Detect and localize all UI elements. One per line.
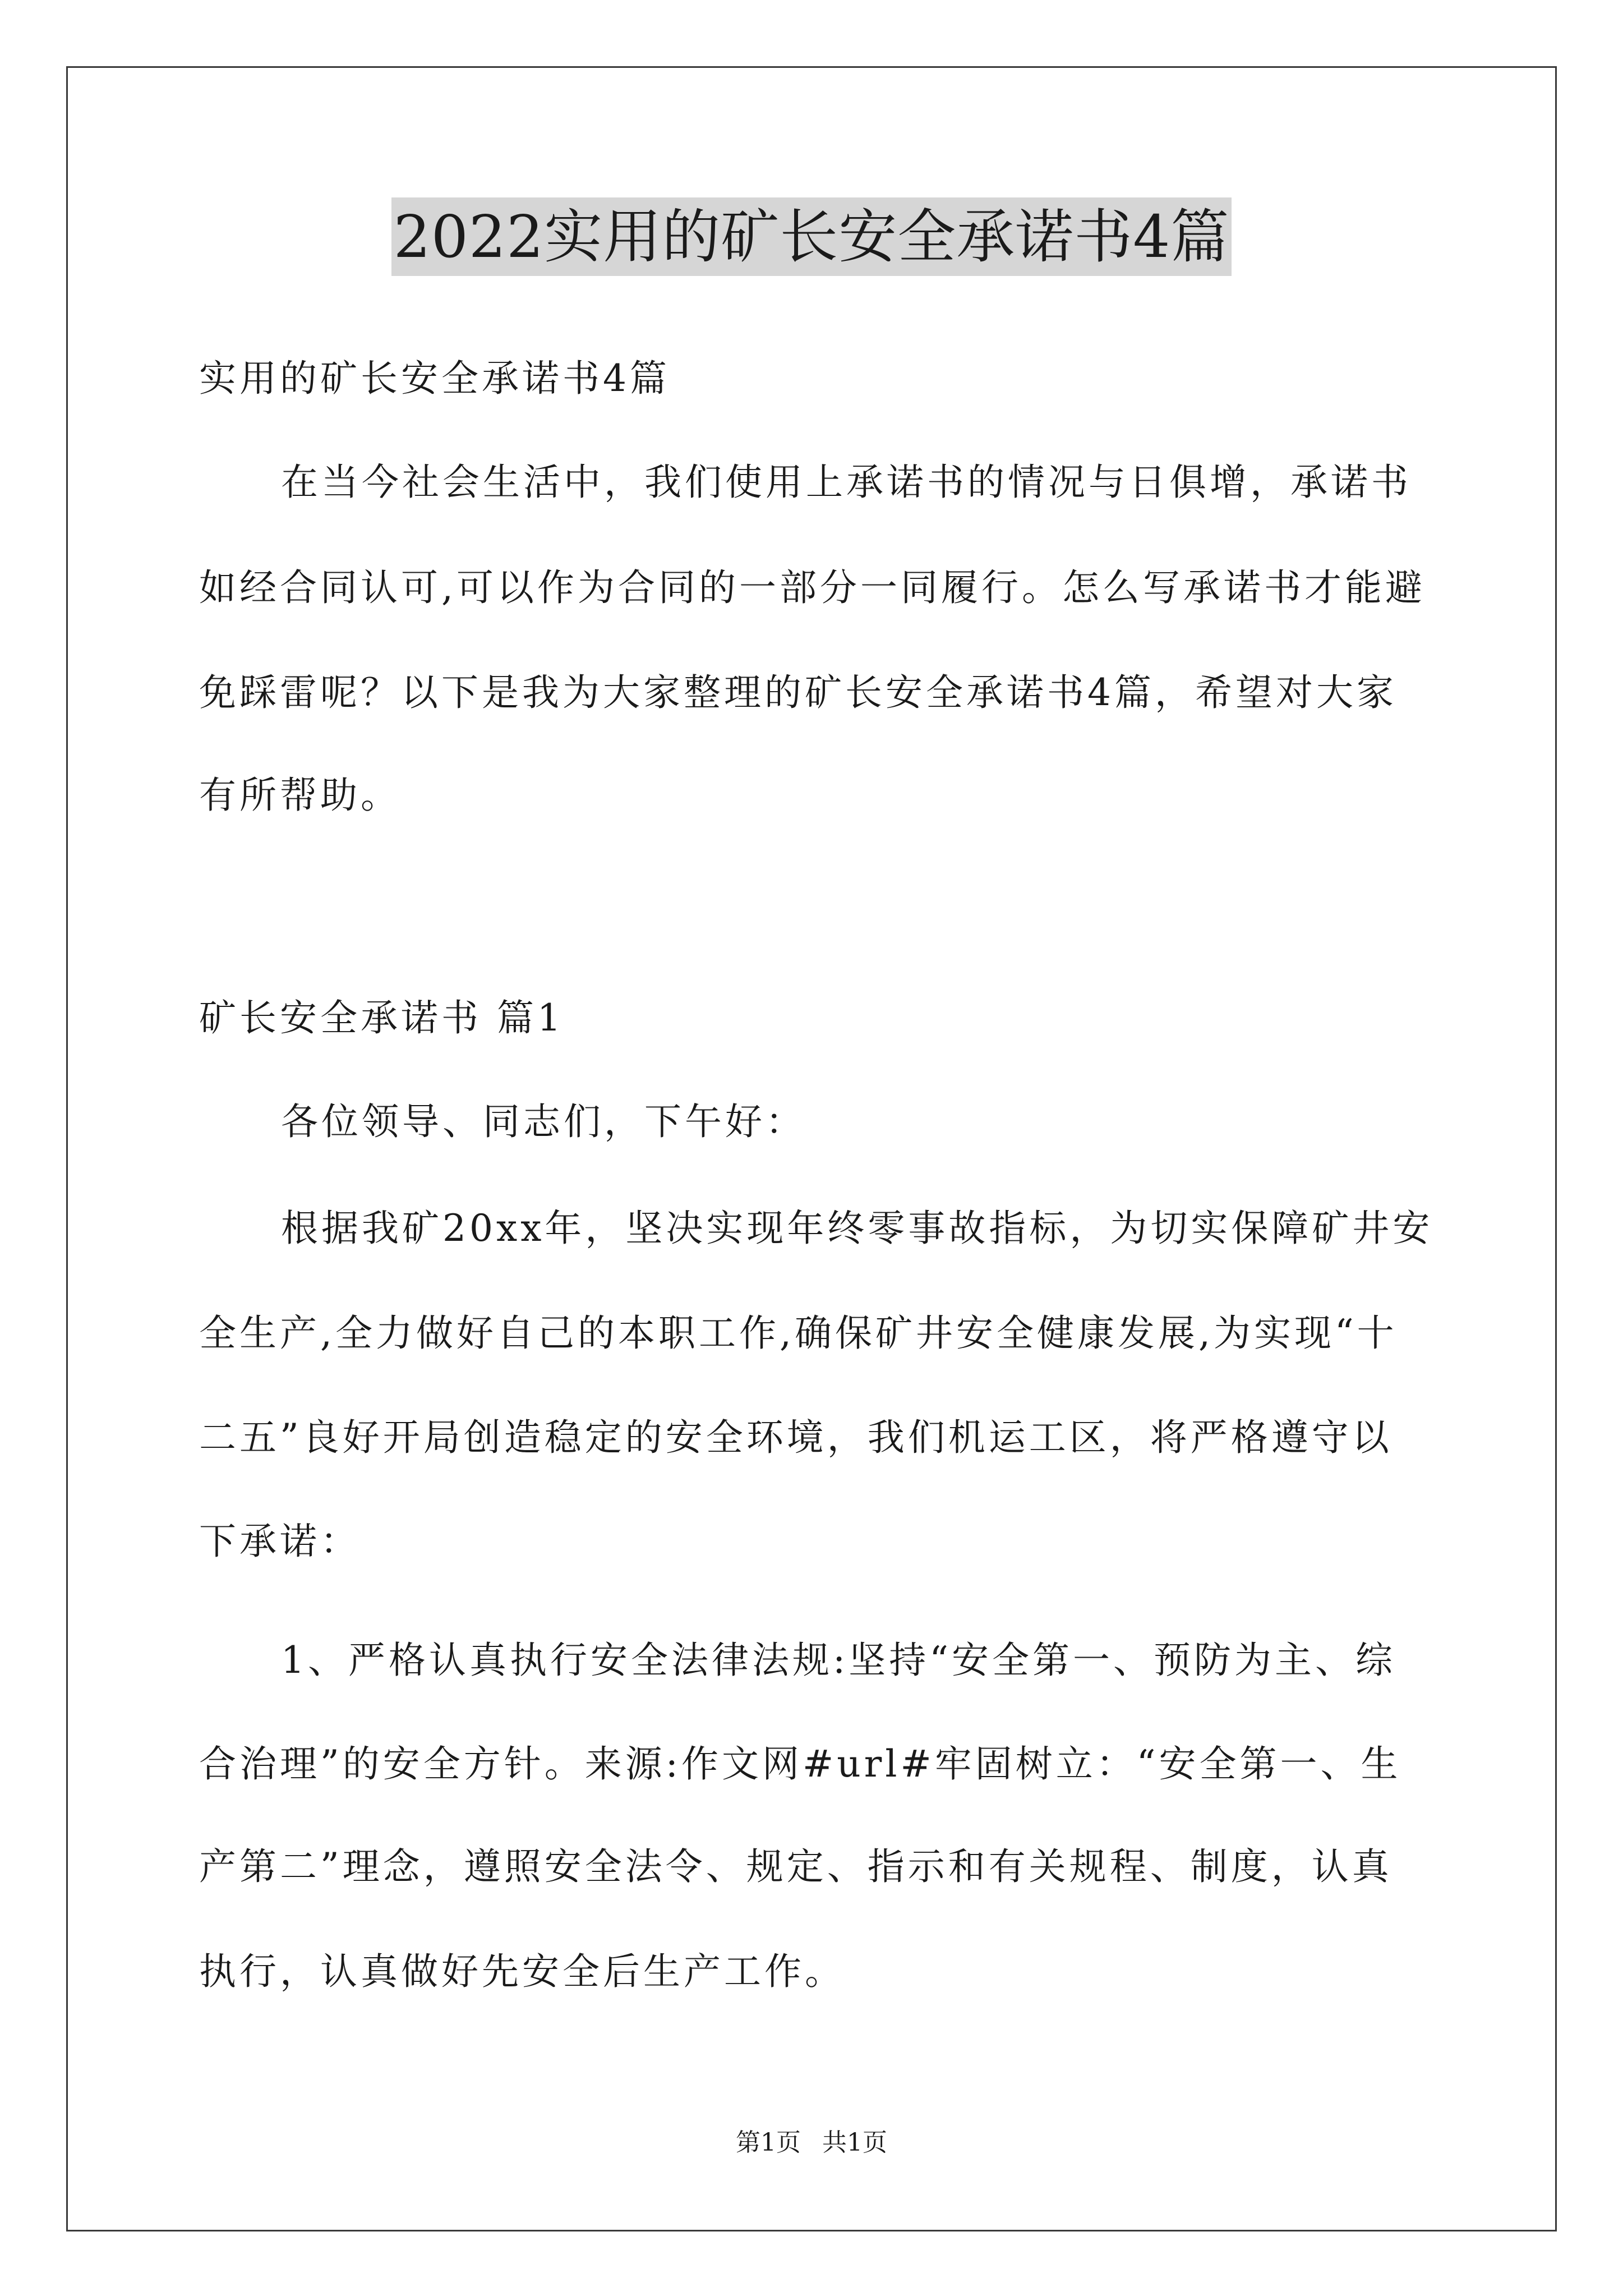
intro-line: 在当今社会生活中，我们使用上承诺书的情况与日俱增，承诺书 [281,461,1412,504]
title-wrap [0,197,1623,276]
intro-line: 有所帮助。 [199,774,401,817]
page-footer [0,2126,1623,2160]
paragraph-line: 根据我矿20xx年，坚决实现年终零事故指标，为切实保障矿井安 [281,1207,1433,1250]
intro-line: 免踩雷呢？以下是我为大家整理的矿长安全承诺书4篇，希望对大家 [199,671,1397,714]
page-total: 共1页 [822,2128,887,2157]
paragraph-line: 产第二”理念，遵照安全法令、规定、指示和有关规程、制度，认真 [199,1845,1393,1888]
subtitle: 实用的矿长安全承诺书4篇 [199,357,670,400]
page-current: 第1页 [736,2128,801,2157]
intro-line: 如经合同认可,可以作为合同的一部分一同履行。怎么写承诺书才能避 [199,566,1426,609]
greeting: 各位领导、同志们，下午好： [281,1100,806,1143]
paragraph-line: 1、严格认真执行安全法律法规:坚持“安全第一、预防为主、综 [281,1639,1396,1682]
paragraph-line: 二五”良好开局创造稳定的安全环境，我们机运工区，将严格遵守以 [199,1416,1393,1459]
paragraph-line: 全生产,全力做好自己的本职工作,确保矿井安全健康发展,为实现“十 [199,1312,1398,1355]
paragraph-line: 下承诺： [199,1520,361,1563]
document-title: 2022实用的矿长安全承诺书4篇 [391,197,1232,276]
paragraph-line: 执行，认真做好先安全后生产工作。 [199,1950,845,1993]
section-heading: 矿长安全承诺书 篇1 [199,996,564,1039]
paragraph-line: 合治理”的安全方针。来源:作文网#url#牢固树立：“安全第一、生 [199,1742,1401,1786]
